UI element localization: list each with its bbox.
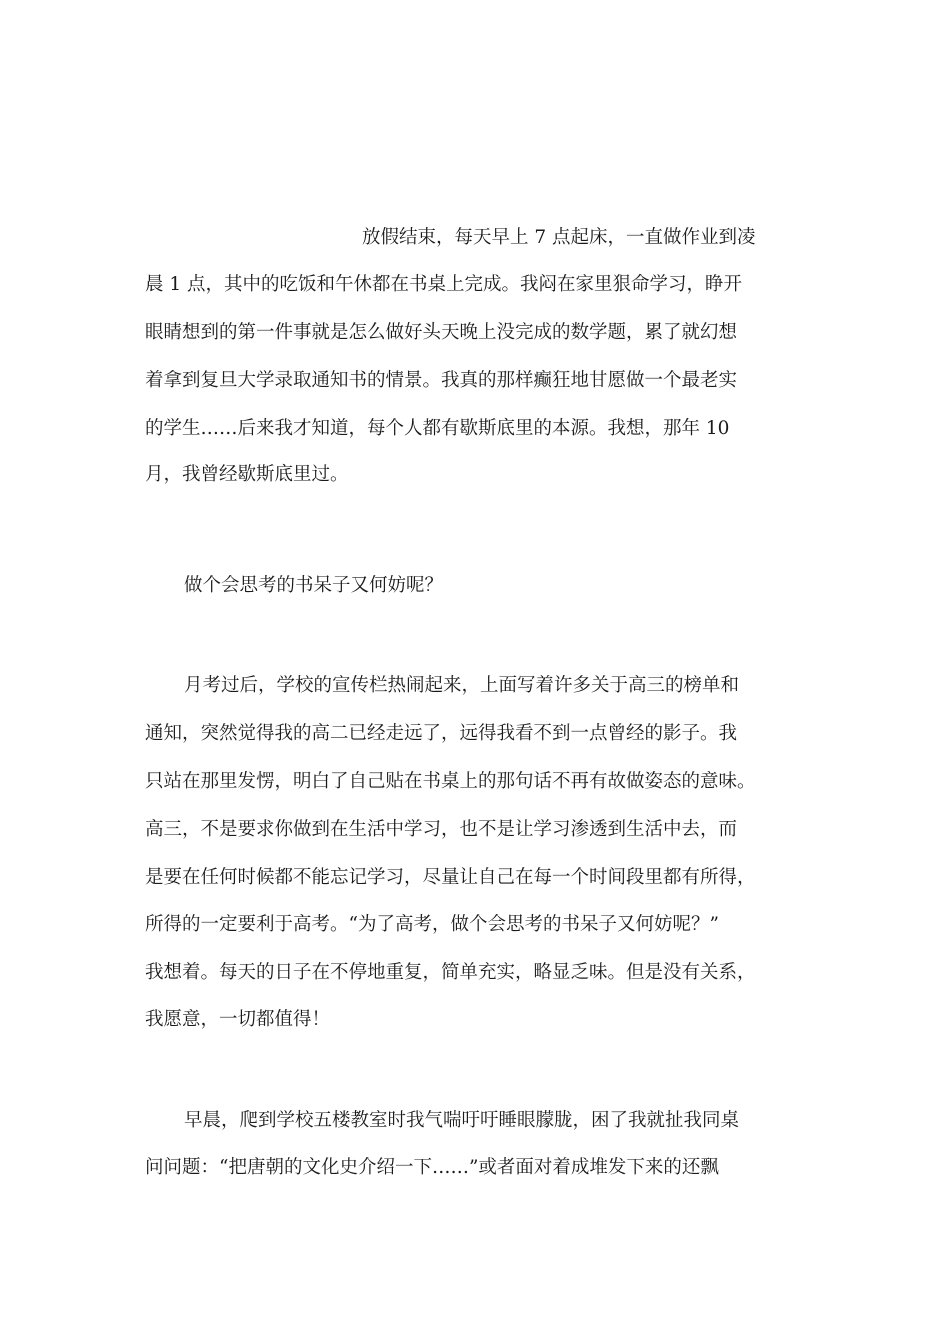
text-line: 通知，突然觉得我的高二已经走远了，远得我看不到一点曾经的影子。我 — [145, 723, 738, 744]
text-line: 只站在那里发愣，明白了自己贴在书桌上的那句话不再有故做姿态的意味。 — [145, 771, 756, 792]
text-line: 月，我曾经歇斯底里过。 — [145, 464, 349, 485]
section-heading: 做个会思考的书呆子又何妨呢？ — [184, 575, 444, 596]
text-line: 晨 1 点，其中的吃饭和午休都在书桌上完成。我闷在家里狠命学习，睁开 — [145, 274, 743, 295]
text-line: 我想着。每天的日子在不停地重复，简单充实，略显乏味。但是没有关系， — [145, 962, 756, 983]
text-line: 问问题：“把唐朝的文化史介绍一下……”或者面对着成堆发下来的还飘 — [145, 1157, 719, 1178]
text-line: 我愿意，一切都值得！ — [145, 1009, 331, 1030]
text-line: 是要在任何时候都不能忘记学习，尽量让自己在每一个时间段里都有所得， — [145, 867, 756, 888]
text-line: 月考过后，学校的宣传栏热闹起来，上面写着许多关于高三的榜单和 — [184, 675, 740, 696]
text-line: 所得的一定要利于高考。“为了高考，做个会思考的书呆子又何妨呢？” — [145, 914, 719, 935]
text-line: 的学生……后来我才知道，每个人都有歇斯底里的本源。我想，那年 10 — [145, 418, 730, 439]
text-line: 高三，不是要求你做到在生活中学习，也不是让学习渗透到生活中去，而 — [145, 819, 738, 840]
text-line: 放假结束，每天早上 7 点起床，一直做作业到凌 — [362, 227, 756, 248]
text-line: 着拿到复旦大学录取通知书的情景。我真的那样癫狂地甘愿做一个最老实 — [145, 370, 738, 391]
text-line: 眼睛想到的第一件事就是怎么做好头天晚上没完成的数学题，累了就幻想 — [145, 322, 738, 343]
text-line: 早晨，爬到学校五楼教室时我气喘吁吁睡眼朦胧，困了我就扯我同桌 — [184, 1110, 740, 1131]
